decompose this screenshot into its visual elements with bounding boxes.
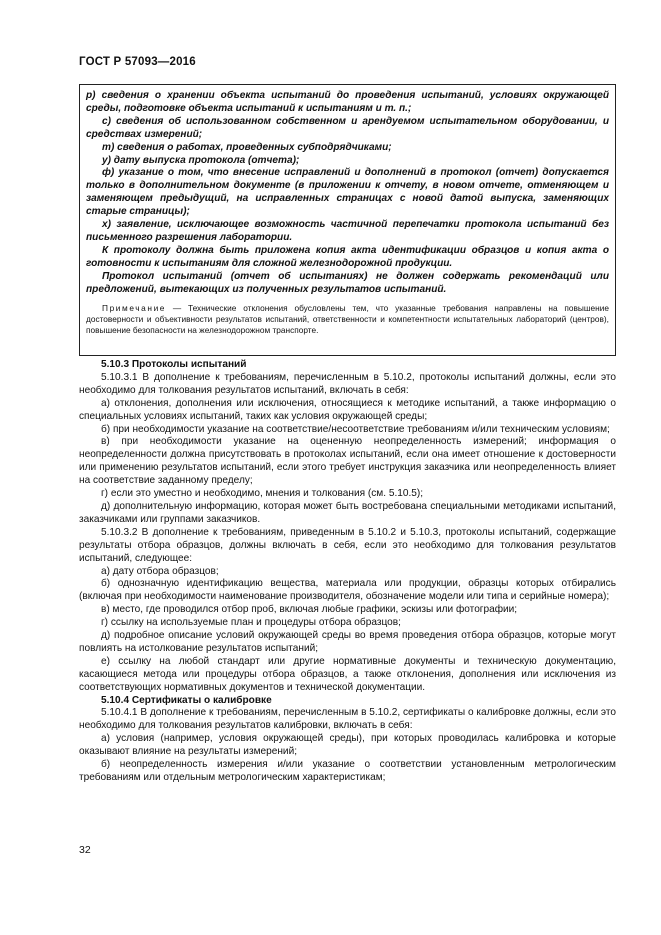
box-paragraph-recommendations: Протокол испытаний (отчет об испытаниях) не должен содержать рекомендаций или предложений, вытекающих из полученных результатов испытаний. bbox=[86, 270, 609, 295]
box-paragraph-attachment: К протоколу должна быть приложена копия акта идентификации образцов и копия акта о готовности к испытаниям для сложной железнодорожной продукции. bbox=[86, 244, 609, 269]
note-label: Примечание bbox=[102, 302, 167, 313]
list-item: б) неопределенность измерения и/или указание о соответствии установленным метрологическим требованиям или отдельным метрологическим характеристикам; bbox=[79, 759, 616, 783]
list-item: а) отклонения, дополнения или исключения, относящиеся к методике испытаний, а также информацию о специальных условиях испытаний, таких как условия окружающей среды; bbox=[79, 397, 616, 422]
list-item: е) ссылку на любой стандарт или другие нормативные документы и техническую документацию, касающиеся метода или процедуры отбора образцов, а также отклонения, дополнения или исключения из соответствующих нормативных документов и технической документации. bbox=[79, 655, 616, 693]
list-item: д) дополнительную информацию, которая может быть востребована специальными методиками испытаний, заказчиками или группами заказчиков. bbox=[79, 500, 616, 525]
list-item: б) однозначную идентификацию вещества, материала или продукции, образцы которых отбирались (включая при необходимости наименование производителя, обозначение модели или типа и серийные номера); bbox=[79, 578, 616, 603]
paragraph: 5.10.4.1 В дополнение к требованиям, перечисленным в 5.10.2, сертификаты о калибровке должны, если это необходимо для толкования результатов калибровки, включать в себя: bbox=[79, 707, 616, 732]
body-text bbox=[79, 359, 616, 785]
note-text: — Технические отклонения обусловлены тем, что указанные требования направлены на повышение достоверности и объективности результатов испытаний, ответственности и компетентности испытательных лабораторий (центров), повышение безопасности на железнодорожном транспорте. bbox=[86, 302, 609, 335]
box-item-t: т) сведения о работах, проведенных субподрядчиками; bbox=[102, 141, 392, 153]
list-item: б) при необходимости указание на соответствие/несоответствие требованиям и/или техническим условиям; bbox=[101, 423, 610, 435]
box-item-f: ф) указание о том, что внесение исправлений и дополнений в протокол (отчет) допускается только в дополнительном документе (в приложении к отчету, в новом отчете, отменяющем и заменяющем предыдущий, на исправленных страницах с новой датой выпуска, заменяющих старые страницы); bbox=[86, 167, 609, 218]
section-heading-5-10-4: 5.10.4 Сертификаты о калибровке bbox=[101, 694, 272, 706]
box-note bbox=[86, 303, 609, 336]
list-item: в) место, где проводился отбор проб, включая любые графики, эскизы или фотографии; bbox=[101, 604, 518, 616]
paragraph: 5.10.3.1 В дополнение к требованиям, перечисленным в 5.10.2, протоколы испытаний должны, если это необходимо для толкования результатов испытаний, включать в себя: bbox=[79, 371, 616, 396]
list-item: а) условия (например, условия окружающей среды), при которых проводилась калибровка и которые оказывают влияние на результаты измерений; bbox=[79, 733, 616, 758]
list-item: д) подробное описание условий окружающей среды во время проведения отбора образцов, которые могут повлиять на истолкование результатов испытаний; bbox=[79, 630, 616, 654]
list-item: г) ссылку на используемые план и процедуры отбора образцов; bbox=[101, 617, 401, 629]
deviation-box bbox=[79, 84, 616, 356]
box-item-kh: х) заявление, исключающее возможность частичной перепечатки протокола испытаний без письменного разрешения лаборатории. bbox=[86, 219, 609, 243]
box-item-r: р) сведения о хранении объекта испытаний до проведения испытаний, условиях окружающей среды, подготовке объекта испытаний к испытаниям и т. п.; bbox=[86, 90, 609, 114]
list-item: в) при необходимости указание на оцененную неопределенность измерений; информация о неопределенности должна присутствовать в протоколах испытаний, если она имеет отношение к достоверности или применению результатов испытаний, если этого требует инструкция заказчика или неопределенность влияет на соответствие заданному пределу; bbox=[79, 436, 616, 487]
page-number: 32 bbox=[79, 844, 91, 856]
document-header: ГОСТ Р 57093—2016 bbox=[79, 56, 196, 68]
box-item-u: у) дату выпуска протокола (отчета); bbox=[102, 154, 300, 166]
list-item: г) если это уместно и необходимо, мнения и толкования (см. 5.10.5); bbox=[101, 488, 424, 500]
list-item: а) дату отбора образцов; bbox=[101, 565, 219, 577]
paragraph: 5.10.3.2 В дополнение к требованиям, приведенным в 5.10.2 и 5.10.3, протоколы испытаний, содержащие результаты отбора образцов, должны включать в себя, если это необходимо для толкования результатов испытаний, следующее: bbox=[79, 526, 616, 564]
section-heading-5-10-3: 5.10.3 Протоколы испытаний bbox=[101, 359, 247, 370]
box-item-s: с) сведения об использованном собственном и арендуемом испытательном оборудовании, и средствах измерений; bbox=[86, 115, 609, 140]
